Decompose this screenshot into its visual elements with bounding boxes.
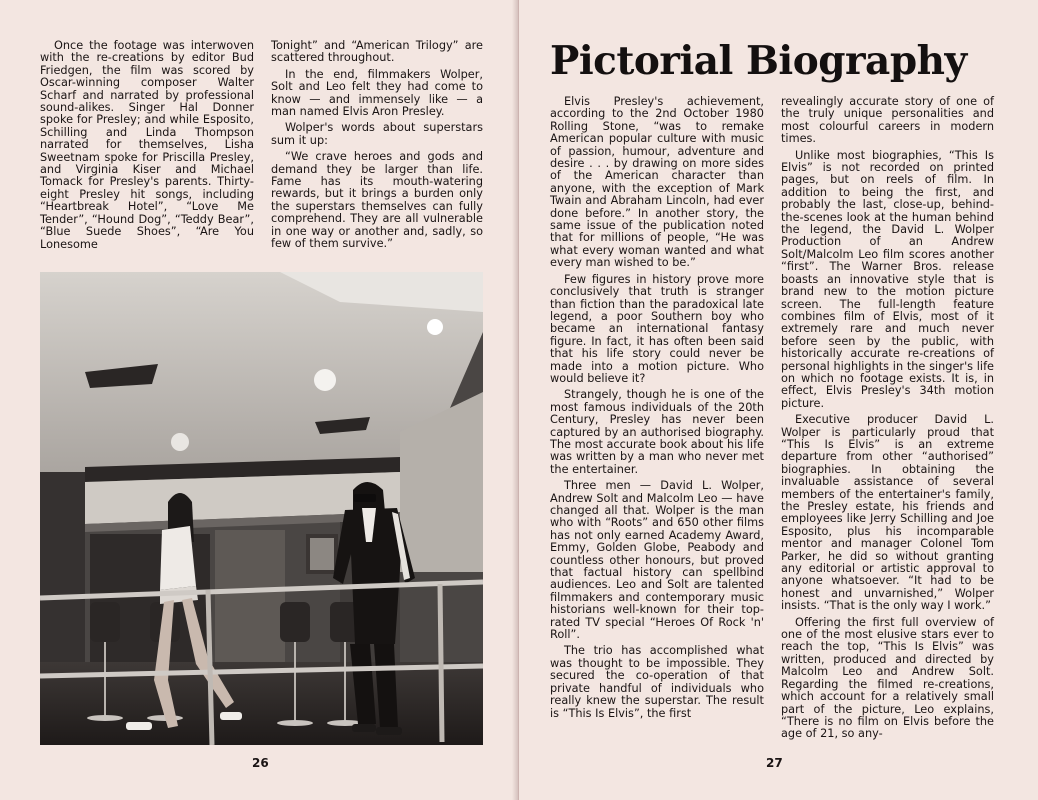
paragraph: The trio has accomplished what was thought to be impossible. They secured the co-operation of that private handful of individuals who really knew the superstar. The result is “This Is Elvis”, the first xyxy=(550,644,764,720)
photo-bar-scene xyxy=(40,272,483,745)
page-number: 26 xyxy=(252,756,269,770)
right-page-column-2 xyxy=(781,96,994,745)
left-page-column-2 xyxy=(271,40,483,255)
paragraph: Strangely, though he is one of the most famous individuals of the 20th Century, Presley has never been captured by an authorised biography. The most accurate book about his life was written by a man who never met the entertainer. xyxy=(550,388,764,476)
paragraph: Once the footage was interwoven with the re-creations by editor Bud Friedgen, the film was scored by Oscar-winning composer Walter Scharf and narrated by professional sound-alikes. Singer Hal Donner spoke for Presley; and while Esposito, Schilling and Linda Thompson narrated for themselves, Lisha Sweetnam spoke for Priscilla Presley, and Virginia Kiser and Michael Tomack for Presley's parents. Thirty-eight Presley hit songs, including “Heartbreak Hotel”, “Love Me Tender”, “Hound Dog”, “Teddy Bear”, “Blue Suede Shoes”, “Are You Lonesome xyxy=(40,39,254,251)
right-page-column-1 xyxy=(550,96,764,724)
paragraph: Wolper's words about superstars sum it up: xyxy=(271,121,483,147)
left-page xyxy=(0,0,518,800)
page-number: 27 xyxy=(766,756,783,770)
paragraph: Tonight” and “American Trilogy” are scattered throughout. xyxy=(271,39,483,65)
paragraph: revealingly accurate story of one of the truly unique personalities and most colourful careers in modern times. xyxy=(781,95,994,146)
paragraph: Few figures in history prove more conclusively that truth is stranger than fiction than the paradoxical late legend, a poor Southern boy who became an international fantasy figure. In fact, it has often been said that his life story could never be made into a motion picture. Who would believe it? xyxy=(550,272,764,385)
paragraph: Executive producer David L. Wolper is particularly proud that “This Is Elvis” is an extreme departure from other “authorised” biographies. In obtaining the invaluable assistance of several members of the entertainer's family, the Presley estate, his friends and employees like Jerry Schilling and Joe Esposito, plus his incomparable mentor and manager Colonel Tom Parker, he did so without granting any editorial or artistic approval to anyone whatsoever. “It had to be honest and unvarnished,” Wolper insists. “That is the only way I work.” xyxy=(781,413,994,613)
paragraph: Unlike most biographies, “This Is Elvis” is not recorded on printed pages, but on reels of film. In addition to being the first, and probably the last, close-up, behind-the-scenes look at the human behind the legend, the David L. Wolper Production of an Andrew Solt/Malcolm Leo film scores another “first”. The Warner Bros. release boasts an innovative style that is brand new to the motion picture screen. The full-length feature combines film of Elvis, most of it extremely rare and much never before seen by the public, with historically accurate re-creations of personal highlights in the singer's life on which no footage exists. It is, in effect, Elvis Presley's 34th motion picture. xyxy=(781,148,994,410)
article-title: Pictorial Biography xyxy=(550,38,967,84)
left-page-column-1 xyxy=(40,40,254,255)
paragraph: Offering the first full overview of one of the most elusive stars ever to reach the top, “This Is Elvis” was written, produced and directed by Malcolm Leo and Andrew Solt. Regarding the filmed re-creations, which account for a relatively small part of the picture, Leo explains, “There is no film on Elvis before the age of 21, so any- xyxy=(781,615,994,741)
paragraph: Three men — David L. Wolper, Andrew Solt and Malcolm Leo — have changed all that. Wolper is the man who with “Roots” and 650 other films has not only earned Academy Award, Emmy, Golden Globe, Peabody and countless other honours, but proved that factual history can spellbind audiences. Leo and Solt are talented filmmakers and contemporary music historians well-known for their top-rated TV special “Heroes Of Rock 'n' Roll”. xyxy=(550,479,764,642)
quote-paragraph: “We crave heroes and gods and demand they be larger than life. Fame has its mouth-watering rewards, but it brings a burden only the superstars themselves can fully comprehend. They are all vulnerable in one way or another and, sadly, so few of them survive.” xyxy=(271,150,483,251)
paragraph: Elvis Presley's achievement, according to the 2nd October 1980 Rolling Stone, “was to remake American popular culture with music of passion, humour, adventure and desire . . . by drawing on more sides of the American character than anyone, with the exception of Mark Twain and Abraham Lincoln, had ever done before.” In another story, the same issue of the publication noted that for millions of people, “He was what every woman wanted and what every man wished to be.” xyxy=(550,95,764,270)
paragraph: In the end, filmmakers Wolper, Solt and Leo felt they had come to know — and immensely like — a man named Elvis Aron Presley. xyxy=(271,67,483,119)
